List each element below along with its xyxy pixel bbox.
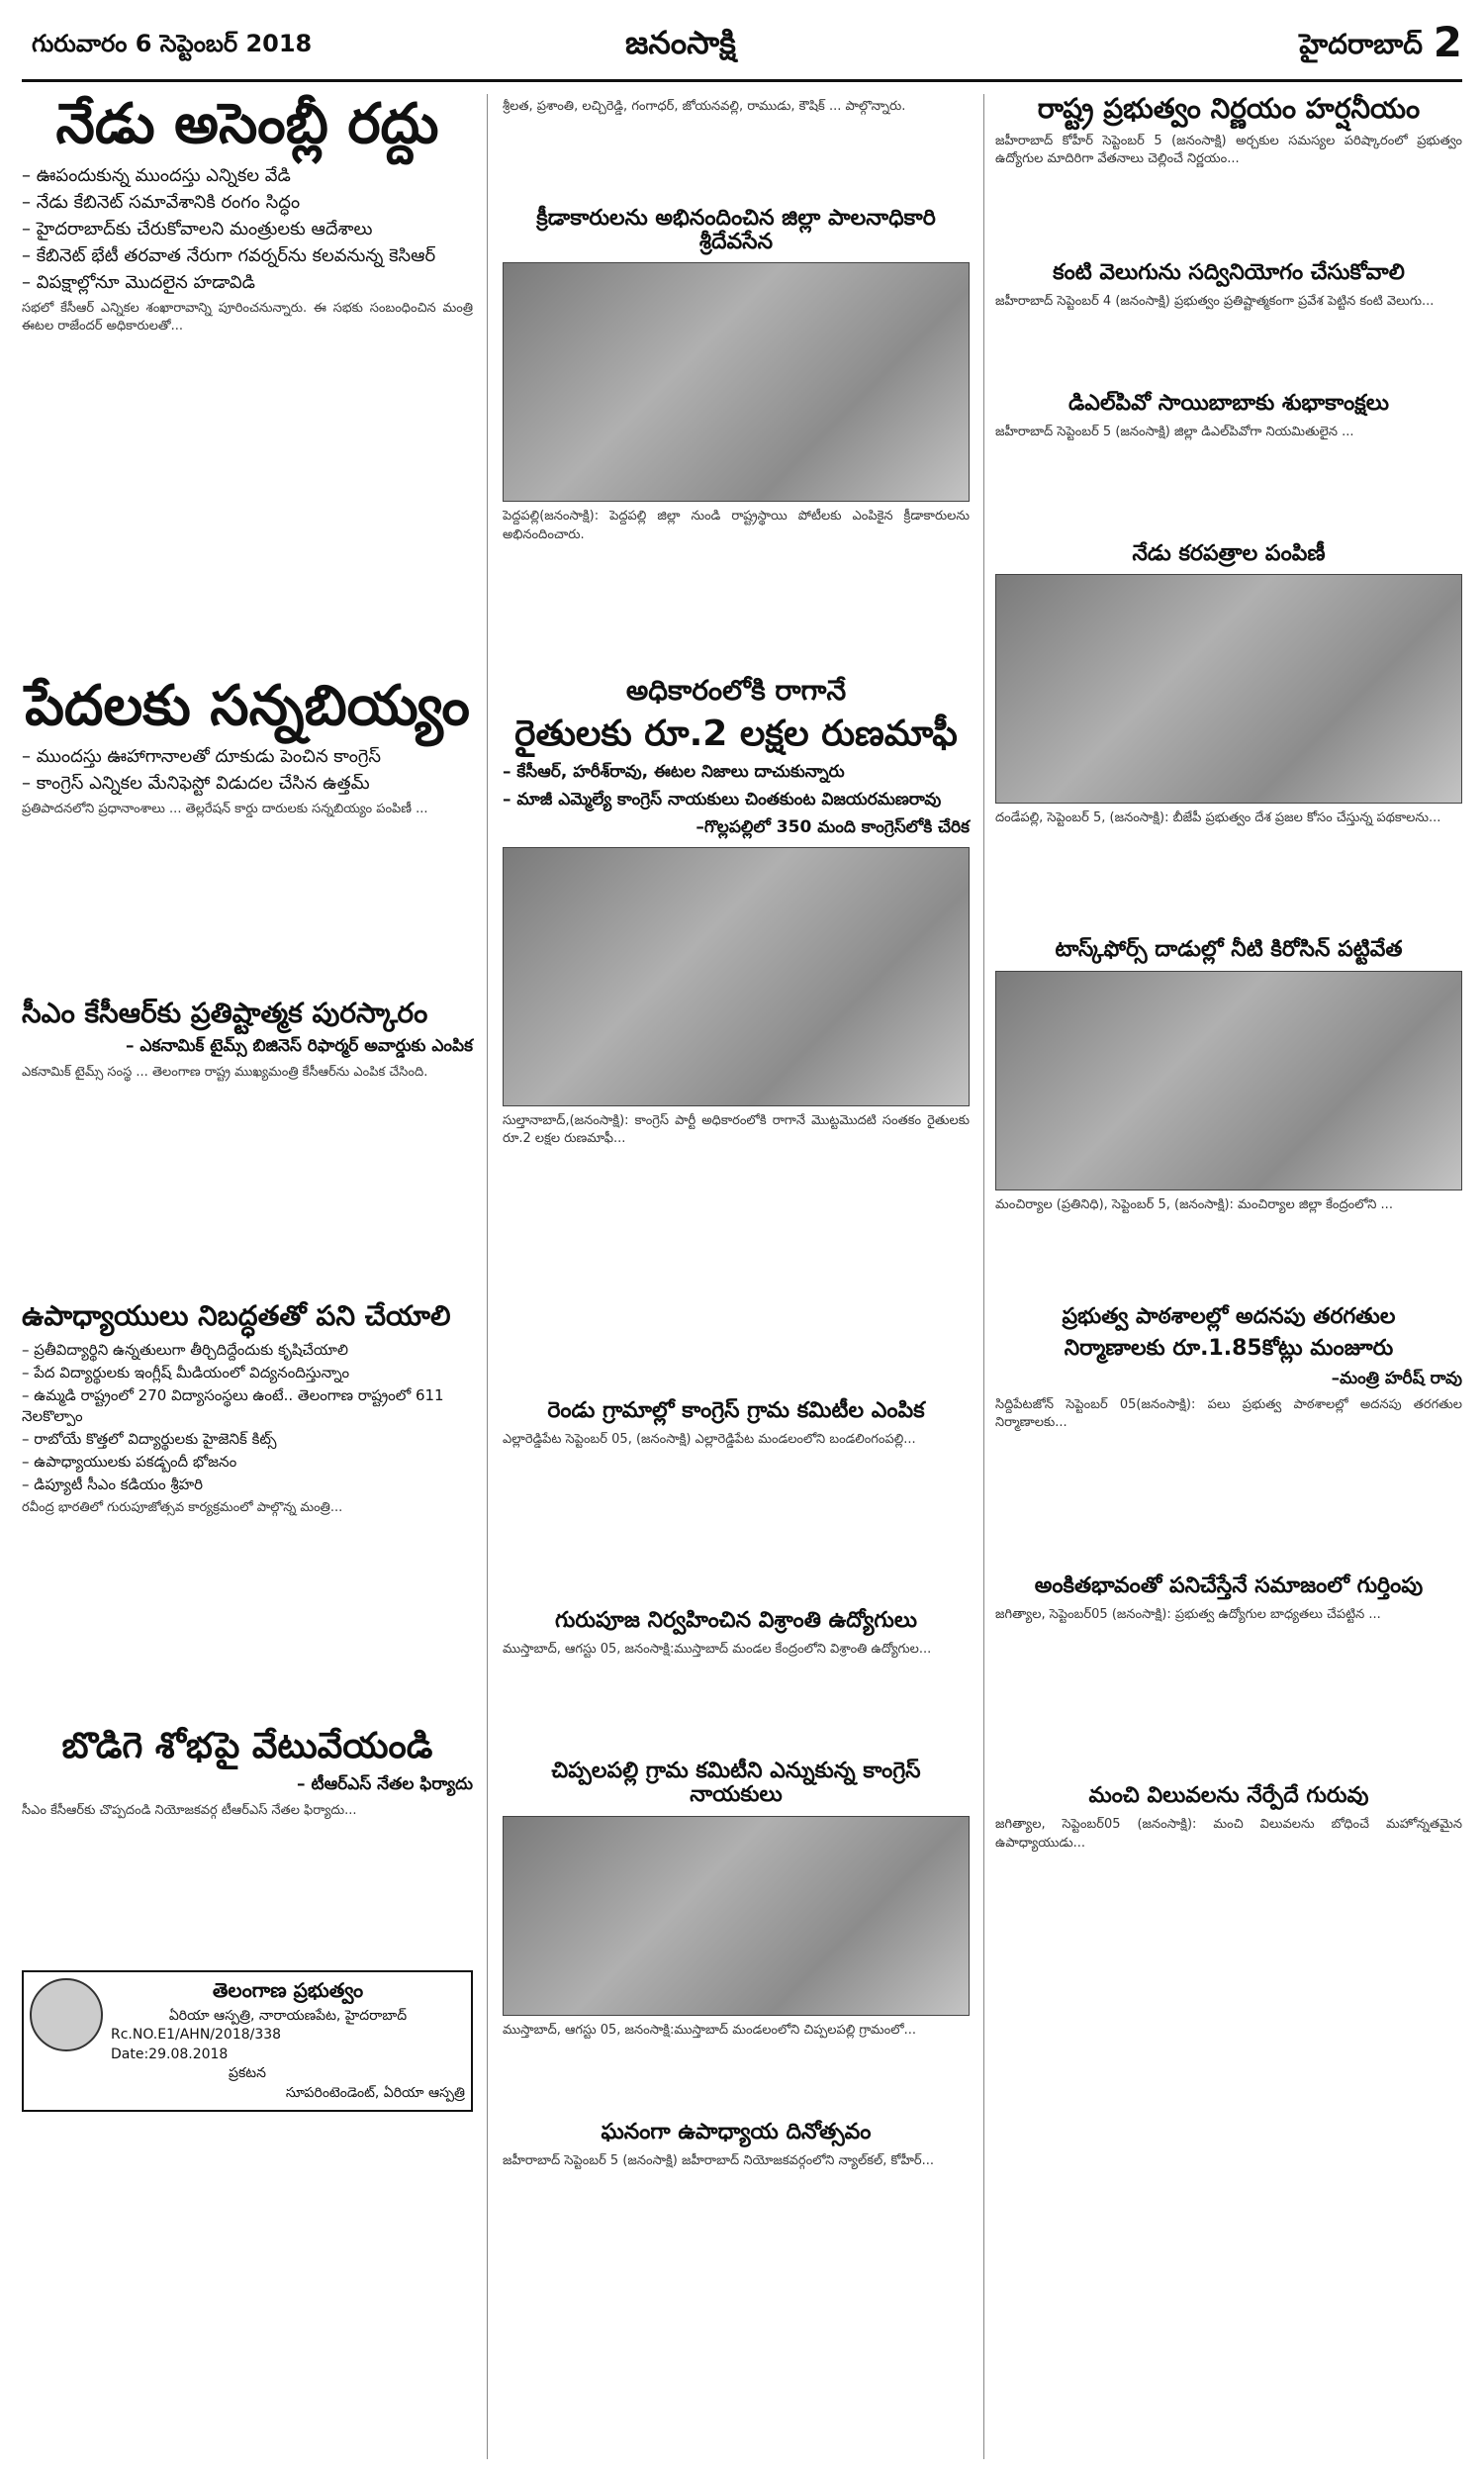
c3-t6-headline: నిర్మాణాలకు రూ.1.85కోట్లు మంజూరు [1064,1335,1394,1361]
second-bullet: – కాంగ్రెస్ ఎన్నికల మేనిఫెస్టో విడుదల చేసిన ఉత్తమ్ [22,773,370,795]
c3-t1-headline: రాష్ట్ర ప్రభుత్వం నిర్ణయం హర్షనీయం [1037,92,1421,125]
c3-t4-body: దండేపల్లి, సెప్టెంబర్ 5, (జనంసాక్షి): బీజేపీ ప్రభుత్వం దేశ ప్రజల కోసం చేస్తున్న పథకాలను... [995,810,1441,826]
c3-t7-body: జగిత్యాల, సెప్టెంబర్05 (జనంసాక్షి): ప్రభుత్వ ఉద్యోగుల బాధ్యతలు చేపట్టిన ... [995,1607,1381,1623]
t5-body: ముస్తాబాద్, ఆగస్టు 05, జనంసాక్షి:ముస్తాబాద్ మండలంలోని చిప్పలపల్లి గ్రామంలో... [503,2022,917,2038]
mid-body: సుల్తానాబాద్,(జనంసాక్షి): కాంగ్రెస్ పార్టీ అధికారంలోకి రాగానే మొట్టమొదటి సంతకం రైతులకు రూ.2 లక్షల రుణమాఫీ... [503,1112,970,1147]
fourth-bullet: – ప్రతీవిద్యార్థిని ఉన్నతులుగా తీర్చిదిద్దేందుకు కృషిచేయాలి [22,1341,349,1360]
ad-signature: సూపరింటెండెంట్, ఏరియా ఆస్పత్రి [285,2085,465,2102]
third-body: ఎకనామిక్ టైమ్స్ సంస్థ ... తెలంగాణ రాష్ట్ర ముఖ్యమంత్రి కేసీఆర్‌ను ఎంపిక చేసింది. [22,1065,428,1081]
mid-subhead: – మాజీ ఎమ్మెల్యే కాంగ్రెస్ నాయకులు చింతకుంట విజయరమణరావు [503,789,942,809]
ad-date: Date:29.08.2018 [111,2046,229,2062]
news-photo [503,1816,970,2016]
t4-headline: గురుపూజ నిర్వహించిన విశ్రాంతి ఉద్యోగులు [554,1607,918,1633]
top-body: శ్రీలత, ప్రశాంతి, లచ్చిరెడ్డి, గంగాధర్, జోయనవల్లి, రాముడు, కౌషిక్ ... పాల్గొన్నారు. [503,99,906,114]
mid-subhead: –గొల్లపల్లిలో 350 మంది కాంగ్రెస్‌లోకి చేరిక [696,816,970,837]
lead-bullet: – హైదరాబాద్‌కు చేరుకోవాలని మంత్రులకు ఆదేశాలు [22,218,373,239]
ad-label: ప్రకటన [229,2065,266,2082]
lead-bullet: – ఊపందుకున్న ముందస్తు ఎన్నికల వేడి [22,164,291,186]
t4-body: ముస్తాబాద్, ఆగస్టు 05, జనంసాక్షి:ముస్తాబాద్ మండల కేంద్రంలోని విశ్రాంతి ఉద్యోగుల... [503,1642,932,1658]
second-body: ప్రతిపాదనలోని ప్రధానాంశాలు ... తెల్లరేషన్ కార్డు దారులకు సన్నబియ్యం పంపిణీ ... [22,801,428,816]
c3-t5-headline: టాస్క్‌ఫోర్స్ దాడుల్లో నీటి కిరోసిన్ పట్టివేత [1055,937,1403,963]
c3-t6-headline: ప్రభుత్వ పాఠశాలల్లో అదనపు తరగతుల [1062,1303,1396,1329]
t6-body: జహీరాబాద్ సెప్టెంబర్ 5 (జనంసాక్షి) జహీరాబాద్ నియోజకవర్గంలోని న్యాల్‌కల్, కోహీర్... [503,2152,935,2168]
lead-headline: నేడు అసెంబ్లీ రద్దు [55,92,439,156]
column-middle [503,94,970,2281]
c3-t4-headline: నేడు కరపత్రాల పంపిణీ [1132,541,1326,567]
fourth-bullet: – డిప్యూటీ సీఎం కడియం శ్రీహరి [22,1475,204,1494]
column-divider [983,94,984,2459]
column-left [22,94,473,2112]
news-photo [995,574,1462,804]
c3-t2-headline: కంటి వెలుగును సద్వినియోగం చేసుకోవాలి [1053,259,1405,285]
news-photo [503,847,970,1106]
fourth-bullet: – ఉమ్మడి రాష్ట్రంలో 270 విద్యాసంస్థలు ఉంటే.. తెలంగాణ రాష్ట్రంలో 611 నెలకొల్పాం [22,1386,444,1426]
emblem-icon [30,1978,103,2051]
news-photo [995,971,1462,1190]
column-divider [487,94,488,2459]
c3-t3-headline: డిఎల్‌పివో సాయిబాబాకు శుభాకాంక్షలు [1068,390,1389,416]
government-ad [22,1970,473,2112]
c3-t2-body: జహీరాబాద్ సెప్టెంబర్ 4 (జనంసాక్షి) ప్రభుత్వం ప్రతిష్టాత్మకంగా ప్రవేశ పెట్టిన కంటి వెలుగు... [995,293,1435,309]
masthead [22,10,1462,79]
fourth-bullet: – ఉపాధ్యాయులకు పకడ్బందీ భోజనం [22,1453,237,1472]
third-subhead: – ఎకనామిక్ టైమ్స్ బిజినెస్ రిఫార్మర్ అవార్డుకు ఎంపిక [126,1036,473,1057]
photo1-caption: క్రీడాకారులను అభినందించిన జిల్లా పాలనాధికారి శ్రీదేవసేన [536,206,936,255]
lead-bullet: – విపక్షాల్లోనూ మొదలైన హడావిడి [22,272,255,294]
c3-t8-body: జగిత్యాల, సెప్టెంబర్05 (జనంసాక్షి): మంచి విలువలను బోధించే మహోన్నతమైన ఉపాధ్యాయుడు... [995,1817,1462,1851]
c3-t1-body: జహీరాబాద్ కోహీర్ సెప్టెంబర్ 5 (జనంసాక్షి) అర్చకుల సమస్యల పరిష్కారంలో ప్రభుత్వం ఉద్యోగుల మాదిరిగా వేతనాలు చెల్లించే నిర్ణయం... [995,133,1462,167]
mid-kicker: అధికారంలోకి రాగానే [625,674,847,708]
fifth-subhead: – టీఆర్ఎస్ నేతల ఫిర్యాదు [297,1773,473,1794]
second-bullet: – ముందస్తు ఊహాగానాలతో దూకుడు పెంచిన కాంగ్రెస్ [22,746,381,768]
t3-body: ఎల్లారెడ్డిపేట సెప్టెంబర్ 05, (జనంసాక్షి) ఎల్లారెడ్డిపేట మండలంలోని బండలింగంపల్లి... [503,1431,916,1447]
c3-t8-headline: మంచి విలువలను నేర్పేదే గురువు [1088,1783,1369,1809]
lead-bullets [22,163,473,296]
issue-date: గురువారం 6 సెప్టెంబర్ 2018 [32,30,313,57]
second-headline: పేదలకు సన్నబియ్యం [25,673,470,738]
c3-t3-body: జహీరాబాద్ సెప్టెంబర్ 5 (జనంసాక్షి) జిల్లా డిఎల్‌పివోగా నియమితులైన ... [995,425,1354,440]
mid-headline: రైతులకు రూ.2 లక్షల రుణమాఫీ [514,714,958,755]
c3-t6-body: సిద్దిపేటజోన్ సెప్టెంబర్ 05(జనంసాక్షి): పలు ప్రభుత్వ పాఠశాలల్లో అదనపు తరగతుల నిర్మాణాలకు... [995,1396,1462,1431]
c3-t6-subhead: –మంత్రి హరీష్ రావు [1331,1368,1462,1388]
lead-bullet: – నేడు కేబినెట్ సమావేశానికి రంగం సిద్ధం [22,191,301,213]
c3-t7-headline: అంకితభావంతో పనిచేస్తేనే సమాజంలో గుర్తింపు [1034,1572,1424,1598]
page-number: 2 [1433,18,1462,66]
paper-name: జనంసాక్షి [625,24,736,61]
third-headline: సీఎం కేసీఆర్‌కు ప్రతిష్టాత్మక పురస్కారం [22,996,428,1029]
t6-headline: ఘనంగా ఉపాధ్యాయ దినోత్సవం [601,2119,872,2144]
fourth-bullet: – పేద విద్యార్థులకు ఇంగ్లీష్ మీడియంలో విద్యనందిస్తున్నాం [22,1364,350,1382]
mid-subhead: – కేసీఆర్, హరీశ్‌రావు, ఈటల నిజాలు దాచుకున్నారు [503,761,845,782]
lead-bullet: – కేబినెట్ భేటీ తరవాత నేరుగా గవర్నర్‌ను కలవనున్న కెసిఆర్ [22,245,436,267]
fourth-headline: ఉపాధ్యాయులు నిబద్ధతతో పని చేయాలి [22,1299,451,1333]
edition-city: హైదరాబాద్ [1299,28,1423,60]
fourth-bullet: – రాబోయే కొత్తలో విద్యార్థులకు హైజెనిక్ కిట్స్ [22,1430,277,1449]
t5-headline: చిప్పలపల్లి గ్రామ కమిటీని ఎన్నుకున్న కాంగ్రెస్ నాయకులు [551,1759,921,1808]
lead-body: సభలో కేసీఆర్ ఎన్నికల శంఖారావాన్ని పూరించనున్నారు. ఈ సభకు సంబంధించిన మంత్రి ఈటల రాజేందర్ అధికారులతో... [22,300,473,333]
ad-title: తెలంగాణ ప్రభుత్వం [212,1977,364,2002]
fifth-headline: బొడిగె శోభపై వేటువేయండి [61,1726,433,1767]
c3-t5-body: మంచిర్యాల (ప్రతినిధి), సెప్టెంబర్ 5, (జనంసాక్షి): మంచిర్యాల జిల్లా కేంద్రంలోని ... [995,1196,1393,1212]
masthead-rule [22,79,1462,82]
fourth-body: రవీంద్ర భారతిలో గురుపూజోత్సవ కార్యక్రమంలో పాల్గొన్న మంత్రి... [22,1500,343,1516]
news-photo [503,262,970,502]
fifth-body: సీఎం కేసీఆర్‌కు చొప్పదండి నియోజకవర్గ టీఆర్ఎస్ నేతల ఫిర్యాదు... [22,1802,357,1818]
column-right [995,94,1462,1935]
ad-org: ఏరియా ఆస్పత్రి, నారాయణపేట, హైదరాబాద్ [168,2007,408,2024]
ad-ref: Rc.NO.E1/AHN/2018/338 [111,2027,282,2044]
photo1-body: పెద్దపల్లి(జనంసాక్షి): పెద్దపల్లి జిల్లా నుండి రాష్ట్రస్థాయి పోటీలకు ఎంపికైన క్రీడాకారులను అభినందించారు. [503,509,970,542]
t3-headline: రెండు గ్రామాల్లో కాంగ్రెస్ గ్రామ కమిటీల ఎంపిక [547,1397,925,1423]
